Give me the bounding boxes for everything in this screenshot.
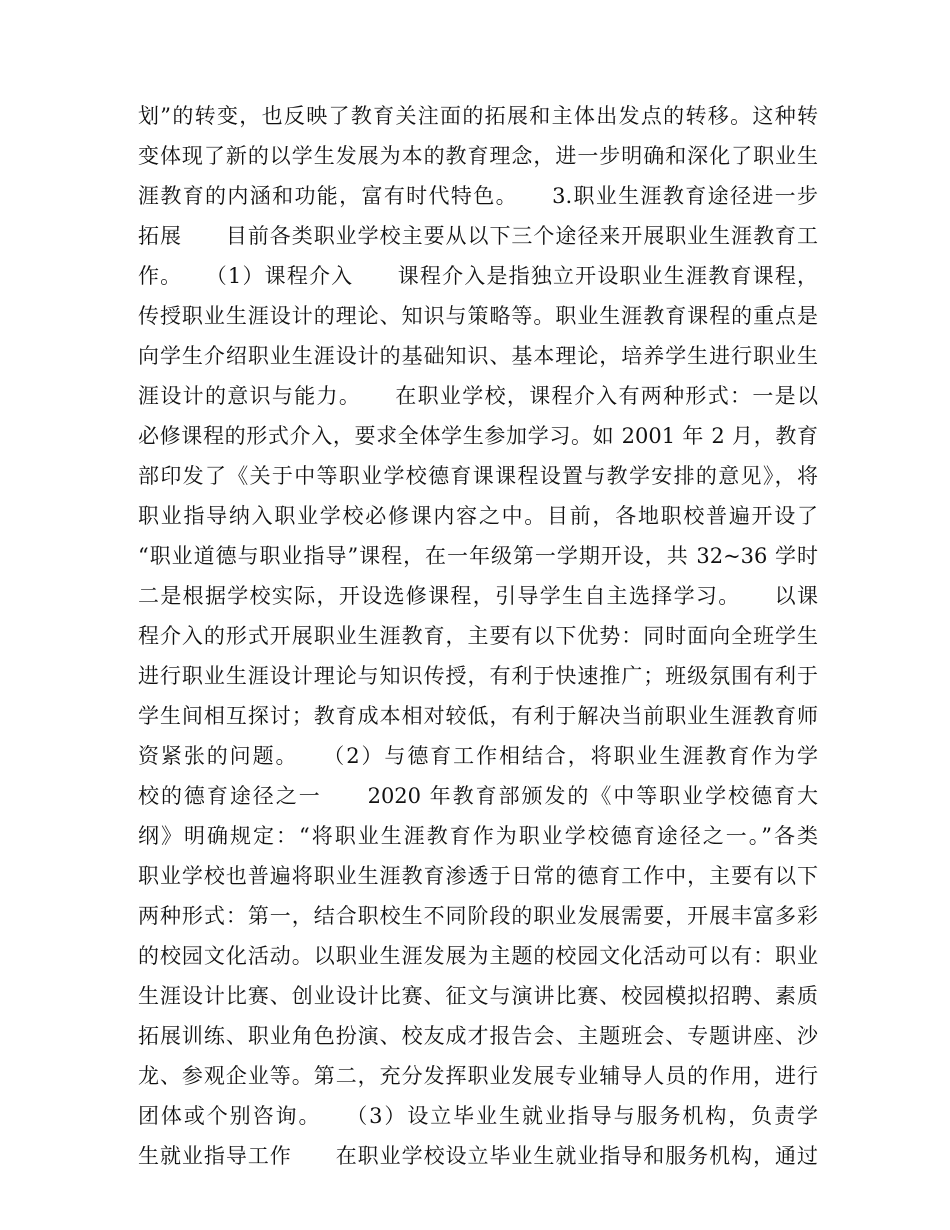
- text-line: 龙、参观企业等。第二，充分发挥职业发展专业辅导人员的作用，进行: [138, 1064, 818, 1088]
- text-line: 学生间相互探讨；教育成本相对较低，有利于解决当前职业生涯教育师: [138, 704, 818, 728]
- body-text: [138, 96, 818, 1176]
- text-line: 程介入的形式开展职业生涯教育，主要有以下优势：同时面向全班学生: [138, 624, 818, 648]
- text-line: 拓展 目前各类职业学校主要从以下三个途径来开展职业生涯教育工: [138, 224, 818, 248]
- text-line: 二是根据学校实际，开设选修课程，引导学生自主选择学习。 以课: [138, 584, 818, 608]
- text-line: 校的德育途径之一 2020 年教育部颁发的《中等职业学校德育大: [138, 784, 818, 808]
- text-line: 拓展训练、职业角色扮演、校友成才报告会、主题班会、专题讲座、沙: [138, 1024, 818, 1048]
- text-line: 涯设计的意识与能力。 在职业学校，课程介入有两种形式：一是以: [138, 384, 818, 408]
- text-line: 部印发了《关于中等职业学校德育课课程设置与教学安排的意见》，将: [138, 464, 818, 488]
- text-line: 的校园文化活动。以职业生涯发展为主题的校园文化活动可以有：职业: [138, 944, 818, 968]
- text-line: 变体现了新的以学生发展为本的教育理念，进一步明确和深化了职业生: [138, 144, 818, 168]
- text-line: 进行职业生涯设计理论与知识传授，有利于快速推广；班级氛围有利于: [138, 664, 818, 688]
- text-line: 传授职业生涯设计的理论、知识与策略等。职业生涯教育课程的重点是: [138, 304, 818, 328]
- text-line: 职业指导纳入职业学校必修课内容之中。目前，各地职校普遍开设了: [138, 504, 818, 528]
- text-line: “职业道德与职业指导”课程，在一年级第一学期开设，共 32~36 学时: [138, 544, 818, 568]
- text-line: 纲》明确规定：“将职业生涯教育作为职业学校德育途径之一。”各类: [138, 824, 818, 848]
- text-line: 涯教育的内涵和功能，富有时代特色。 3.职业生涯教育途径进一步: [138, 184, 818, 208]
- text-line: 划”的转变，也反映了教育关注面的拓展和主体出发点的转移。这种转: [138, 104, 818, 128]
- text-line: 职业学校也普遍将职业生涯教育渗透于日常的德育工作中，主要有以下: [138, 864, 818, 888]
- text-line: 作。 （1）课程介入 课程介入是指独立开设职业生涯教育课程，: [138, 264, 818, 288]
- text-line: 生就业指导工作 在职业学校设立毕业生就业指导和服务机构，通过: [138, 1144, 818, 1168]
- text-line: 向学生介绍职业生涯设计的基础知识、基本理论，培养学生进行职业生: [138, 344, 818, 368]
- text-line: 资紧张的问题。 （2）与德育工作相结合，将职业生涯教育作为学: [138, 744, 818, 768]
- text-line: 团体或个别咨询。 （3）设立毕业生就业指导与服务机构，负责学: [138, 1104, 818, 1128]
- text-line: 必修课程的形式介入，要求全体学生参加学习。如 2001 年 2 月，教育: [138, 424, 818, 448]
- text-line: 生涯设计比赛、创业设计比赛、征文与演讲比赛、校园模拟招聘、素质: [138, 984, 818, 1008]
- text-line: 两种形式：第一，结合职校生不同阶段的职业发展需要，开展丰富多彩: [138, 904, 818, 928]
